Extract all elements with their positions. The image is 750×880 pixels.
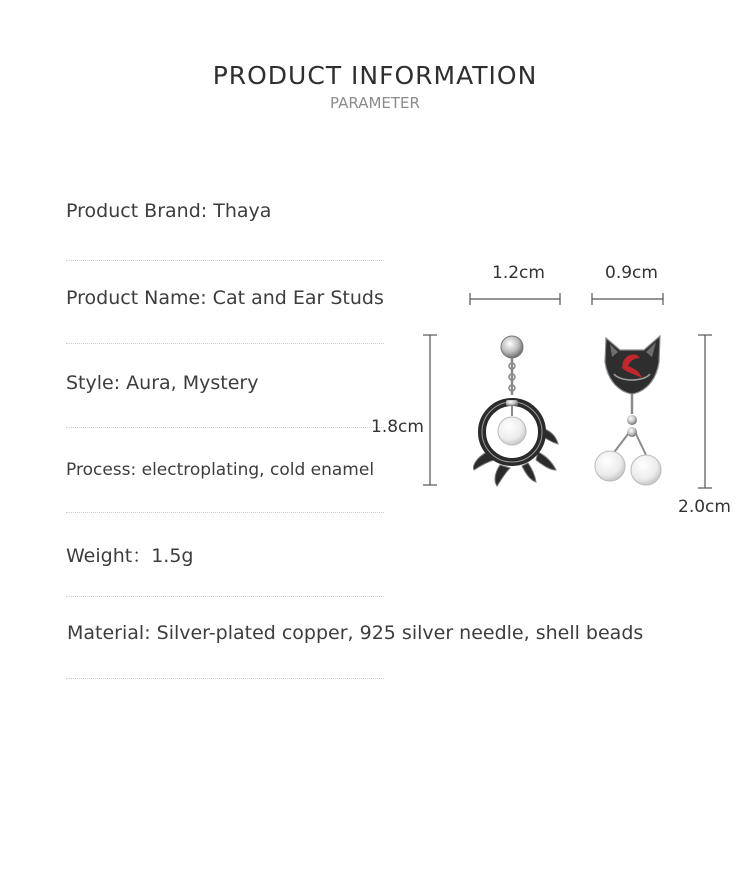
spec-material: Material: Silver-plated copper, 925 silver needle, shell beads — [67, 622, 644, 644]
dimension-line-left-height — [423, 335, 437, 485]
spec-product-name: Product Name: Cat and Ear Studs — [66, 287, 384, 309]
dimension-line-left-width — [470, 293, 560, 305]
spec-weight: Weight：1.5g — [66, 545, 194, 567]
left-earring — [474, 336, 558, 486]
right-earring — [595, 336, 661, 485]
dimension-line-right-height — [698, 335, 712, 488]
spec-brand: Product Brand: Thaya — [66, 200, 272, 222]
dimension-right-height: 2.0cm — [678, 497, 731, 517]
spec-style: Style: Aura, Mystery — [66, 372, 259, 394]
section-title: PRODUCT INFORMATION — [212, 61, 538, 90]
dimension-line-right-width — [592, 293, 663, 305]
dimension-left-height: 1.8cm — [371, 417, 424, 437]
dimension-right-width: 0.9cm — [605, 263, 658, 283]
section-subtitle: PARAMETER — [330, 94, 420, 112]
spec-process: Process: electroplating, cold enamel — [66, 460, 375, 480]
dimension-left-width: 1.2cm — [492, 263, 545, 283]
